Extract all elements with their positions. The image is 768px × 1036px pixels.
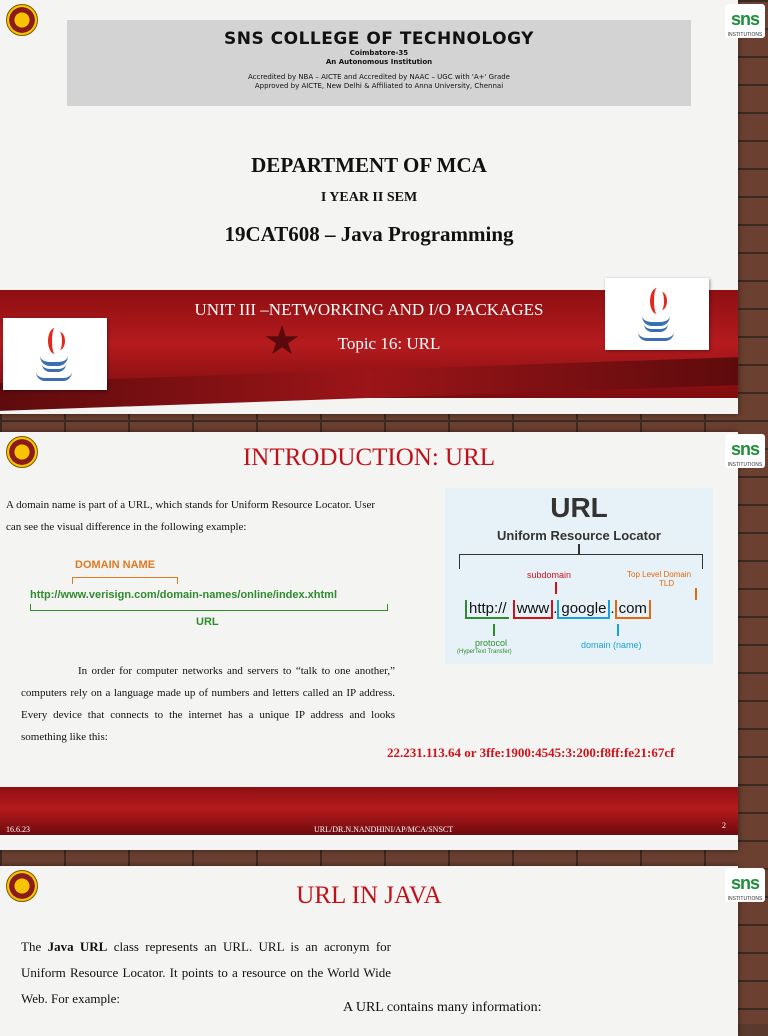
footer-date: 16.6.23 — [6, 825, 30, 834]
subdomain-arrow-icon — [555, 582, 557, 594]
url-diagram — [445, 488, 713, 664]
text-rest: class represents an URL. URL is an acronym for Uniform Resource Locator. It points to a resource on the World Wide Web. For example: — [21, 939, 392, 1006]
ip-paragraph: In order for computer networks and servers to “talk to one another,” computers rely on a language made up of numbers and letters called an IP address. Every device that connects to the internet has a unique IP address and looks something like this: — [21, 665, 395, 743]
domain-label: domain (name) — [581, 640, 642, 650]
java-logo-right — [605, 278, 709, 350]
url-part-dot1: . — [553, 600, 558, 617]
tld-arrow-icon — [695, 588, 697, 600]
college-status: An Autonomous Institution — [325, 58, 433, 66]
tld-label: Top Level Domain — [627, 570, 692, 579]
diagram-subtitle: Uniform Resource Locator — [497, 528, 661, 543]
diagram-title: URL — [550, 492, 608, 523]
college-accreditation-2: Approved by AICTE, New Delhi & Affiliated to Anna University, Chennai — [254, 82, 504, 90]
protocol-label: protocol — [475, 638, 508, 648]
intro-paragraph: A domain name is part of a URL, which stands for Uniform Resource Locator. User can see the visual difference in the following example: — [6, 499, 376, 533]
url-part-www: www — [513, 600, 554, 619]
url-part-google: google — [557, 600, 610, 619]
topic-title: Topic 16: URL — [337, 334, 441, 353]
url-in-java-slide — [0, 866, 738, 1036]
url-part-dot2: . — [610, 600, 615, 617]
ip-example: 22.231.113.64 or 3ffe:1900:4545:3:200:f8ff:fe21:67cf — [387, 745, 675, 760]
text-the: The — [21, 939, 48, 954]
subdomain-label: subdomain — [527, 570, 572, 580]
sns-logo-subtext: INSTITUTIONS — [727, 462, 763, 468]
course-title: 19CAT608 – Java Programming — [224, 222, 514, 246]
sns-logo-text: sns — [730, 9, 760, 29]
footer-author: URL/DR.N.NANDHINI/AP/MCA/SNSCT — [314, 825, 454, 834]
college-header — [67, 20, 691, 106]
unit-title: UNIT III –NETWORKING AND I/O PACKAGES — [194, 300, 544, 319]
url-part-protocol: http:// — [465, 600, 509, 619]
example-url: http://www.verisign.com/domain-names/online/index.xhtml — [30, 589, 338, 601]
slide-title: INTRODUCTION: URL — [242, 444, 496, 471]
text-java-url: Java URL — [47, 939, 108, 954]
introduction-slide — [0, 432, 738, 850]
protocol-arrow-icon — [493, 624, 495, 636]
college-accreditation-1: Accredited by NBA – AICTE and Accredited by NAAC – UGC with 'A+' Grade — [248, 73, 510, 81]
college-emblem-icon — [6, 4, 38, 36]
domain-name-label: DOMAIN NAME — [75, 559, 156, 571]
slide-title: URL IN JAVA — [296, 882, 442, 909]
diagram-bracket — [459, 554, 703, 569]
sns-logo-icon — [725, 868, 765, 902]
java-cup-icon — [40, 328, 70, 380]
url-label: URL — [196, 616, 219, 628]
sns-logo-icon — [725, 434, 765, 468]
title-slide — [0, 0, 738, 414]
college-location: Coimbatore-35 — [349, 49, 409, 57]
college-name: SNS COLLEGE OF TECHNOLOGY — [224, 29, 534, 49]
up-arrow-icon — [578, 544, 580, 554]
java-logo-left — [3, 318, 107, 390]
java-url-paragraph — [21, 934, 391, 1012]
sns-logo-text: sns — [730, 873, 760, 893]
url-parts — [465, 600, 651, 617]
url-bracket — [30, 604, 388, 611]
year-semester: I YEAR II SEM — [320, 190, 418, 205]
domain-arrow-icon — [617, 624, 619, 636]
url-info-note: A URL contains many information: — [343, 1000, 542, 1015]
department-title: DEPARTMENT OF MCA — [251, 153, 487, 177]
url-part-com: com — [615, 600, 651, 619]
sns-logo-subtext: INSTITUTIONS — [727, 896, 763, 902]
sns-logo-text: sns — [730, 439, 760, 459]
footer-page: 2 — [722, 821, 726, 830]
sns-logo-icon — [725, 4, 765, 38]
protocol-full-label: (HyperText Transfer) — [457, 649, 512, 655]
java-cup-icon — [642, 288, 672, 340]
tld-short: TLD — [659, 579, 675, 588]
sns-logo-subtext: INSTITUTIONS — [727, 32, 763, 38]
domain-bracket — [72, 577, 178, 584]
